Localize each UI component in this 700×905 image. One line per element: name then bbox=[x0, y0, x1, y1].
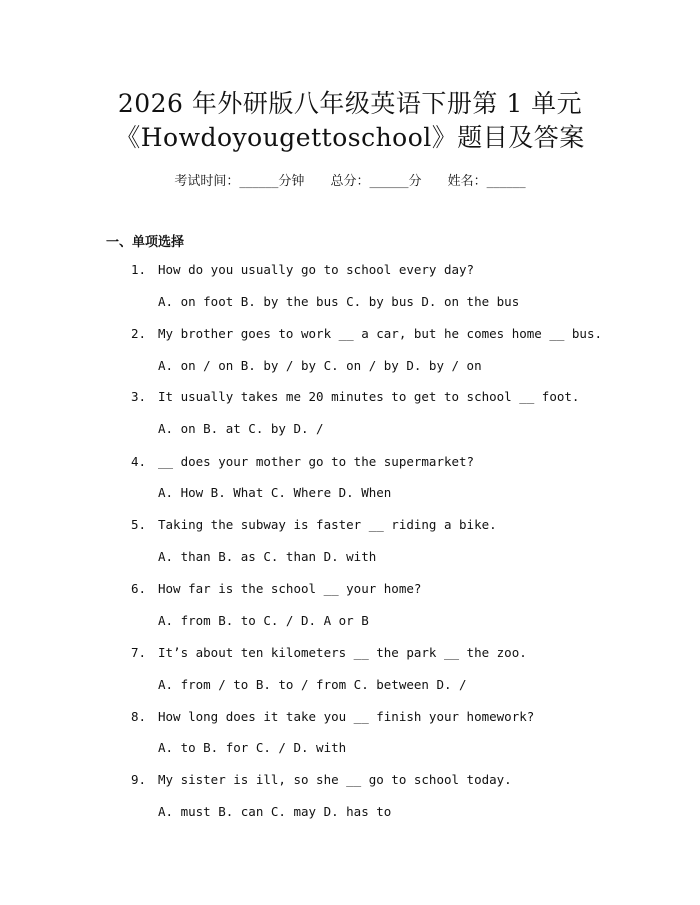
title-line-1: 2026 年外研版八年级英语下册第 1 单元 bbox=[117, 89, 583, 118]
question-9-options: A. must B. can C. may D. has to bbox=[158, 804, 392, 819]
question-text: My sister is ill, so she __ go to school today. bbox=[158, 772, 512, 787]
question-4-options: A. How B. What C. Where D. When bbox=[158, 485, 392, 500]
question-text: How long does it take you __ finish your homework? bbox=[158, 709, 535, 724]
exam-meta bbox=[0, 170, 700, 189]
question-6-options: A. from B. to C. / D. A or B bbox=[158, 613, 369, 628]
question-number: 3. bbox=[131, 389, 147, 404]
exam-name: 姓名：______ bbox=[447, 174, 526, 189]
question-6 bbox=[131, 581, 421, 596]
title-line-2: 《Howdoyougettoschool》题目及答案 bbox=[115, 123, 585, 152]
question-number: 2. bbox=[131, 326, 147, 341]
question-text: It usually takes me 20 minutes to get to school __ foot. bbox=[158, 389, 580, 404]
question-number: 7. bbox=[131, 645, 147, 660]
question-text: It’s about ten kilometers __ the park __ the zoo. bbox=[158, 645, 527, 660]
question-text: How do you usually go to school every day? bbox=[158, 262, 475, 277]
question-number: 4. bbox=[131, 454, 147, 469]
question-number: 9. bbox=[131, 772, 147, 787]
question-text: My brother goes to work __ a car, but he comes home __ bus. bbox=[158, 326, 603, 341]
question-7 bbox=[131, 645, 527, 660]
question-1 bbox=[131, 262, 474, 277]
question-3 bbox=[131, 389, 579, 404]
question-5-options: A. than B. as C. than D. with bbox=[158, 549, 377, 564]
section-title: 一、单项选择 bbox=[106, 235, 185, 250]
exam-time: 考试时间：______分钟 bbox=[174, 174, 305, 189]
question-number: 1. bbox=[131, 262, 147, 277]
question-5 bbox=[131, 517, 497, 532]
exam-score: 总分：______分 bbox=[330, 174, 422, 189]
question-text: __ does your mother go to the supermarket? bbox=[158, 454, 475, 469]
question-2-options: A. on / on B. by / by C. on / by D. by / on bbox=[158, 358, 482, 373]
question-8 bbox=[131, 709, 534, 724]
question-9 bbox=[131, 772, 512, 787]
question-1-options: A. on foot B. by the bus C. by bus D. on the bus bbox=[158, 294, 520, 309]
question-4 bbox=[131, 454, 474, 469]
question-7-options: A. from / to B. to / from C. between D. / bbox=[158, 677, 467, 692]
question-text: Taking the subway is faster __ riding a bike. bbox=[158, 517, 497, 532]
question-2 bbox=[131, 326, 602, 341]
question-3-options: A. on B. at C. by D. / bbox=[158, 421, 324, 436]
question-number: 8. bbox=[131, 709, 147, 724]
question-number: 6. bbox=[131, 581, 147, 596]
question-8-options: A. to B. for C. / D. with bbox=[158, 740, 347, 755]
question-text: How far is the school __ your home? bbox=[158, 581, 422, 596]
question-number: 5. bbox=[131, 517, 147, 532]
